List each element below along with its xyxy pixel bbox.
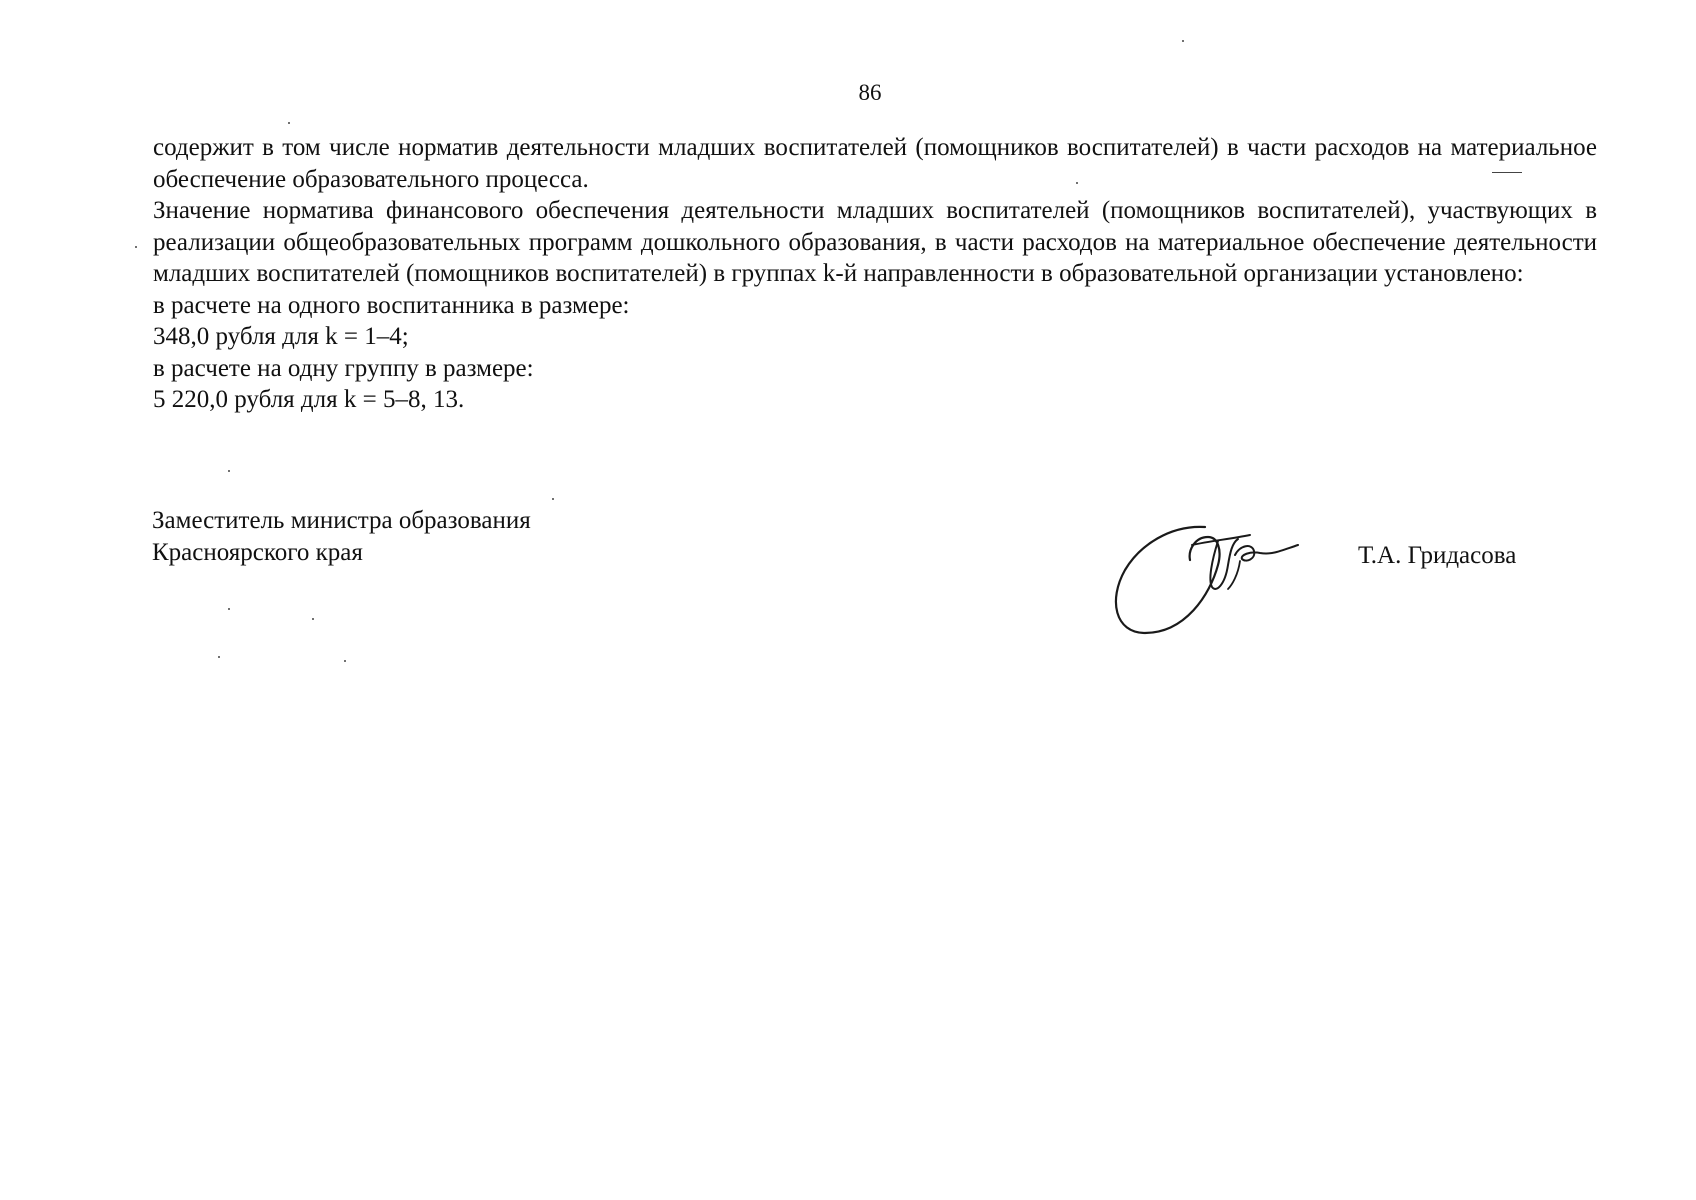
scan-speck — [228, 470, 230, 472]
scan-speck — [1492, 172, 1522, 173]
page-number: 86 — [858, 80, 882, 105]
scan-speck — [1076, 182, 1078, 184]
scan-speck — [1182, 40, 1184, 42]
paragraph: в расчете на одного воспитанника в размере: — [153, 291, 630, 319]
scan-speck — [135, 246, 137, 248]
scan-speck — [218, 656, 220, 658]
handwritten-signature — [1100, 515, 1310, 645]
signatory-name: Т.А. Гридасова — [1358, 542, 1517, 569]
paragraph: 5 220,0 рубля для k = 5–8, 13. — [153, 386, 465, 413]
paragraph: 348,0 рубля для k = 1–4; — [153, 323, 409, 350]
paragraph: Значение норматива финансового обеспечения деятельности младших воспитателей (помощников воспитателей), участвующих в реализации общеобразовательных программ дошкольного образования, в части расходов на материальное обеспечение деятельности младших воспитателей (помощников воспитателей) в группах k-й направленности в образовательной организации установлено: — [153, 197, 1597, 287]
paragraph: в расчете на одну группу в размере: — [153, 354, 534, 382]
scan-speck — [344, 660, 346, 662]
position-line: Заместитель министра образования — [152, 507, 531, 534]
position-line: Красноярского края — [152, 538, 363, 566]
scan-speck — [312, 618, 314, 620]
scan-speck — [288, 122, 290, 124]
document-body — [153, 132, 1597, 416]
scan-speck — [552, 498, 554, 500]
signatory-position — [152, 505, 531, 568]
scan-speck — [228, 608, 230, 610]
paragraph: содержит в том числе норматив деятельности младших воспитателей (помощников воспитателей) в части расходов на материальное обеспечение образовательного процесса. — [153, 134, 1597, 193]
